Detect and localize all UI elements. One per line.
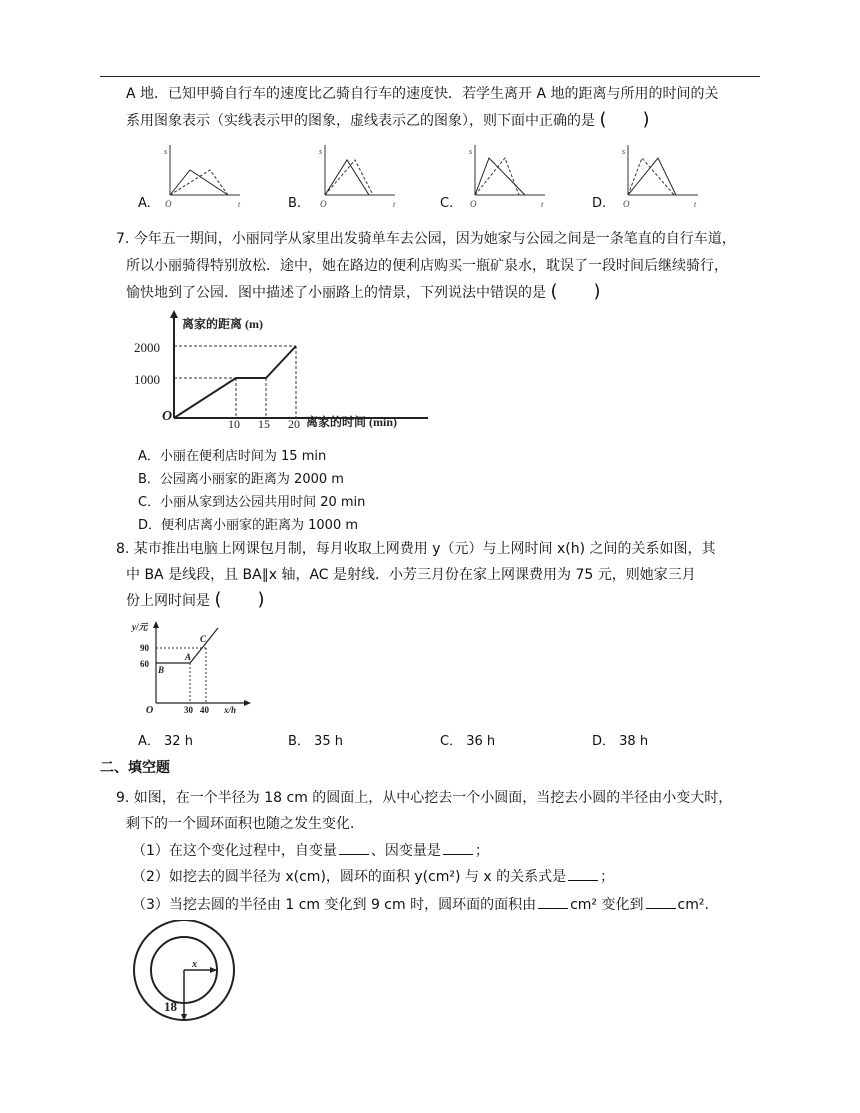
q6-graph-b bbox=[319, 145, 396, 209]
q8-option-c[interactable]: C． 36 h bbox=[440, 734, 496, 749]
svg-text:O: O bbox=[320, 199, 327, 209]
q9-blank-independent[interactable] bbox=[339, 840, 369, 855]
q7-ylabel: 离家的距离 (m) bbox=[182, 317, 263, 331]
q8-point-a: A bbox=[185, 652, 192, 662]
q6-graph-a bbox=[164, 145, 241, 209]
q8-option-b[interactable]: B． 35 h bbox=[288, 734, 343, 749]
q6-graph-c bbox=[469, 145, 545, 209]
q6-option-a[interactable]: A. bbox=[138, 196, 151, 211]
q9-sub3: （3）当挖去圆的半径由 1 cm 变化到 9 cm 时，圆环面的面积由 cm² 变化到 cm². bbox=[132, 894, 709, 915]
svg-text:O: O bbox=[165, 199, 172, 209]
q7-origin: O bbox=[162, 409, 173, 424]
q7-paren: ( ) bbox=[550, 281, 601, 302]
q8-xtick-40: 40 bbox=[200, 705, 209, 715]
q6-option-b[interactable]: B. bbox=[288, 196, 302, 211]
q7-ytick-1000: 1000 bbox=[134, 372, 160, 387]
q6-graphs bbox=[130, 140, 730, 216]
q8-origin: O bbox=[146, 705, 154, 716]
q7-option-b[interactable]: B．公园离小丽家的距离为 2000 m bbox=[138, 472, 344, 487]
q7-xlabel: 离家的时间 (min) bbox=[306, 415, 397, 429]
svg-text:s: s bbox=[164, 147, 168, 156]
svg-text:s: s bbox=[319, 147, 323, 156]
q9-blank-area-start[interactable] bbox=[538, 894, 568, 909]
q7-line3-text: 愉快地到了公园．图中描述了小丽路上的情景，下列说法中错误的是 bbox=[126, 285, 546, 301]
q6-option-d[interactable]: D. bbox=[592, 196, 607, 211]
q8-line1: 8. 某市推出电脑上网课包月制，每月收取上网费用 y（元）与上网时间 x(h) 之间的关系如图，其 bbox=[116, 541, 716, 557]
q8-point-c: C bbox=[200, 634, 207, 644]
q7-chart bbox=[128, 308, 478, 430]
q6-line1: A 地．已知甲骑自行车的速度比乙骑自行车的速度快．若学生离开 A 地的距离与所用的时间的关 bbox=[126, 86, 719, 102]
svg-text:O: O bbox=[470, 199, 477, 209]
q9-annulus-figure bbox=[130, 920, 240, 1024]
svg-text:t: t bbox=[694, 200, 697, 209]
q9-blank-dependent[interactable] bbox=[443, 840, 473, 855]
section-title-fill-blank: 二、填空题 bbox=[100, 760, 170, 776]
q9-label-x: x bbox=[192, 959, 197, 970]
q9-sub1: （1）在这个变化过程中，自变量 、因变量是 ； bbox=[132, 840, 489, 861]
q7-ytick-2000: 2000 bbox=[134, 340, 160, 355]
svg-text:O: O bbox=[623, 199, 630, 209]
q7-xtick-20: 20 bbox=[288, 417, 300, 430]
q8-line2: 中 BA 是线段，且 BA∥x 轴，AC 是射线．小芳三月份在家上网课费用为 75 元，则她家三月 bbox=[126, 567, 696, 583]
q8-point-b: B bbox=[158, 665, 165, 675]
q7-option-d[interactable]: D．便利店离小丽家的距离为 1000 m bbox=[138, 518, 359, 533]
q8-ytick-90: 90 bbox=[140, 643, 149, 653]
q8-xlabel: x/h bbox=[224, 705, 237, 715]
q8-line3 bbox=[126, 590, 265, 611]
q8-option-a[interactable]: A． 32 h bbox=[138, 734, 193, 749]
q9-line1: 9. 如图，在一个半径为 18 cm 的圆面上，从中心挖去一个小圆面，当挖去小圆的半径由小变大时， bbox=[116, 790, 733, 806]
svg-text:t: t bbox=[541, 200, 544, 209]
q7-option-c[interactable]: C．小丽从家到达公园共用时间 20 min bbox=[138, 495, 366, 510]
q8-option-d[interactable]: D． 38 h bbox=[592, 734, 649, 749]
q9-label-18: 18 bbox=[164, 999, 177, 1014]
q8-paren: ( ) bbox=[214, 589, 265, 610]
q9-blank-formula[interactable] bbox=[568, 866, 598, 881]
q9-sub2: （2）如挖去的圆半径为 x(cm)，圆环的面积 y(cm²) 与 x 的关系式是 ； bbox=[132, 866, 614, 887]
q7-distance-line bbox=[174, 346, 296, 418]
q8-ylabel: y/元 bbox=[132, 622, 148, 632]
q8-ytick-60: 60 bbox=[140, 659, 149, 669]
q7-option-a[interactable]: A．小丽在便利店时间为 15 min bbox=[138, 449, 327, 464]
svg-text:t: t bbox=[238, 200, 241, 209]
svg-text:s: s bbox=[469, 147, 473, 156]
q8-chart bbox=[128, 618, 258, 718]
q8-line3-text: 份上网时间是 bbox=[126, 593, 210, 609]
q9-blank-area-end[interactable] bbox=[646, 894, 676, 909]
q6-line2 bbox=[126, 110, 650, 131]
svg-text:s: s bbox=[622, 147, 626, 156]
q7-line1: 7. 今年五一期间，小丽同学从家里出发骑单车去公园，因为她家与公园之间是一条笔直的自行车道， bbox=[116, 231, 736, 247]
q6-option-c[interactable]: C. bbox=[440, 196, 454, 211]
q6-paren: ( ) bbox=[599, 109, 650, 130]
q9-line2: 剩下的一个圆环面积也随之发生变化． bbox=[126, 816, 364, 832]
q7-line2: 所以小丽骑得特别放松．途中，她在路边的便利店购买一瓶矿泉水，耽误了一段时间后继续骑行， bbox=[126, 258, 728, 274]
svg-text:t: t bbox=[393, 200, 396, 209]
q7-xtick-15: 15 bbox=[258, 417, 270, 430]
q7-line3 bbox=[126, 282, 601, 303]
q6-line2-text: 系用图象表示（实线表示甲的图象，虚线表示乙的图象），则下面中正确的是 bbox=[126, 113, 595, 129]
q8-xtick-30: 30 bbox=[184, 705, 193, 715]
q6-graph-d bbox=[622, 145, 698, 209]
header-rule bbox=[100, 76, 760, 77]
q7-xtick-10: 10 bbox=[228, 417, 240, 430]
